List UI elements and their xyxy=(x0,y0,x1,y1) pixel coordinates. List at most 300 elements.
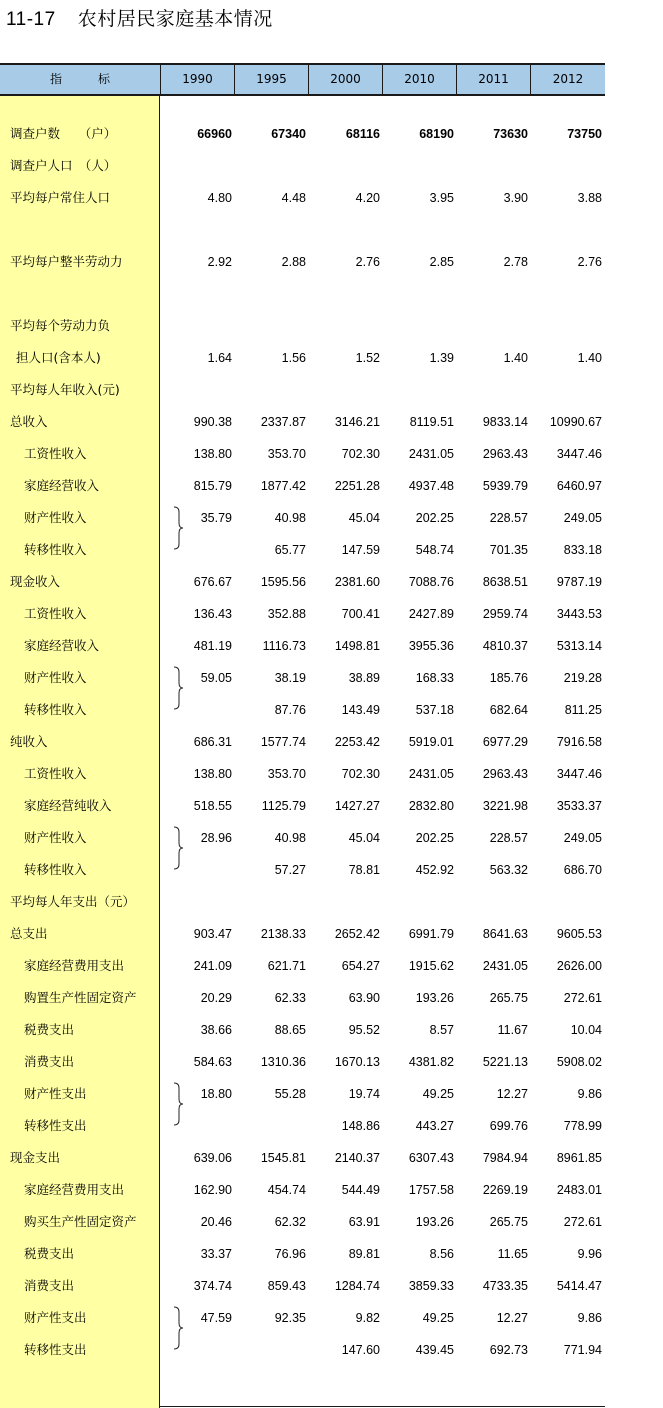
row-value-2011 xyxy=(454,316,528,336)
row-value-1995: 1.56 xyxy=(281,351,306,365)
row-value-2010: 5919.01 xyxy=(408,735,454,749)
row-value-2010 xyxy=(380,380,454,400)
row-value-2011: 2963.43 xyxy=(482,447,528,461)
row-value-2011: 1.40 xyxy=(503,351,528,365)
row-value-1990: 4.80 xyxy=(207,191,232,205)
row-value-1995: 1310.36 xyxy=(260,1055,306,1069)
grouping-brace-icon xyxy=(172,826,184,870)
row-value-2012: 9787.19 xyxy=(556,575,602,589)
row-value-2000: 4.20 xyxy=(355,191,380,205)
table-row xyxy=(0,636,605,656)
row-value-1995: 4.48 xyxy=(281,191,306,205)
row-label: 平均每人年收入(元) xyxy=(10,382,120,397)
row-value-1995 xyxy=(232,380,306,400)
table-row xyxy=(0,892,605,912)
row-value-2011: 9833.14 xyxy=(482,415,528,429)
row-value-1990: 241.09 xyxy=(193,959,232,973)
row-value-2011 xyxy=(454,892,528,912)
row-value-1990: 138.80 xyxy=(193,767,232,781)
row-value-1990 xyxy=(158,380,232,400)
row-value-2011: 563.32 xyxy=(489,863,528,877)
row-value-2011: 5939.79 xyxy=(482,479,528,493)
row-value-1990: 584.63 xyxy=(193,1055,232,1069)
table-row xyxy=(0,540,605,560)
row-value-2012: 272.61 xyxy=(563,1215,602,1229)
row-value-2011: 2431.05 xyxy=(482,959,528,973)
row-value-2010 xyxy=(380,892,454,912)
table-bottom-rule xyxy=(160,1406,605,1407)
table-row xyxy=(0,1308,605,1328)
row-value-1995: 353.70 xyxy=(267,447,306,461)
table-row xyxy=(0,124,605,144)
row-value-1995 xyxy=(232,316,306,336)
table-row xyxy=(0,604,605,624)
header-year-2011: 2011 xyxy=(457,65,531,94)
row-label: 财产性收入 xyxy=(24,830,87,845)
row-value-2010: 49.25 xyxy=(422,1311,454,1325)
row-value-2010: 8.57 xyxy=(429,1023,454,1037)
row-value-2011: 4733.35 xyxy=(482,1279,528,1293)
row-value-1995: 352.88 xyxy=(267,607,306,621)
row-value-2010: 8.56 xyxy=(429,1247,454,1261)
row-value-2000: 78.81 xyxy=(348,863,380,877)
row-value-2011: 265.75 xyxy=(489,991,528,1005)
row-value-2012: 3447.46 xyxy=(556,447,602,461)
row-value-1990: 28.96 xyxy=(200,831,232,845)
row-value-2010 xyxy=(380,316,454,336)
row-value-1990: 47.59 xyxy=(200,1311,232,1325)
table-row xyxy=(0,796,605,816)
table-row xyxy=(0,732,605,752)
row-value-2012: 2483.01 xyxy=(556,1183,602,1197)
row-value-2000: 9.82 xyxy=(355,1311,380,1325)
row-value-2011: 701.35 xyxy=(489,543,528,557)
page-title xyxy=(6,6,273,33)
grouping-brace-icon xyxy=(172,666,184,710)
row-value-1995: 76.96 xyxy=(274,1247,306,1261)
row-value-2012: 8961.85 xyxy=(556,1151,602,1165)
table-row xyxy=(0,380,605,400)
row-value-1995: 1125.79 xyxy=(261,799,306,813)
row-label: 平均每个劳动力负 xyxy=(10,318,111,333)
row-value-2010: 2431.05 xyxy=(408,767,454,781)
row-value-2012: 9.86 xyxy=(577,1087,602,1101)
row-value-2000: 2140.37 xyxy=(334,1151,380,1165)
row-value-2010: 1.39 xyxy=(429,351,454,365)
row-label: 家庭经营收入 xyxy=(24,478,100,493)
row-value-2011: 185.76 xyxy=(489,671,528,685)
row-value-2012: 9.96 xyxy=(577,1247,602,1261)
row-value-2012: 272.61 xyxy=(563,991,602,1005)
row-value-1990: 481.19 xyxy=(193,639,232,653)
row-label: 担人口(含本人) xyxy=(16,350,101,365)
row-value-1995: 62.33 xyxy=(274,991,306,1005)
row-value-1990: 59.05 xyxy=(200,671,232,685)
row-value-1995: 87.76 xyxy=(274,703,306,717)
row-value-2010: 68190 xyxy=(419,127,454,141)
row-value-1990: 686.31 xyxy=(193,735,232,749)
row-value-2010: 6307.43 xyxy=(408,1151,454,1165)
table-row xyxy=(0,668,605,688)
row-value-1995: 353.70 xyxy=(267,767,306,781)
row-value-1995: 1116.73 xyxy=(262,639,306,653)
row-value-1990 xyxy=(158,860,232,880)
row-label: 总收入 xyxy=(10,414,48,429)
row-value-1995: 67340 xyxy=(271,127,306,141)
row-value-1990 xyxy=(158,700,232,720)
row-value-2000: 1427.27 xyxy=(334,799,380,813)
row-value-2012: 778.99 xyxy=(563,1119,602,1133)
row-value-1990: 18.80 xyxy=(200,1087,232,1101)
row-value-2011: 2269.19 xyxy=(482,1183,528,1197)
row-label: 调查户数 （户） xyxy=(10,126,117,141)
row-value-2010: 193.26 xyxy=(415,1215,454,1229)
row-value-2010: 3859.33 xyxy=(408,1279,454,1293)
table-row xyxy=(0,348,605,368)
row-value-1990: 35.79 xyxy=(200,511,232,525)
row-value-2012: 5414.47 xyxy=(556,1279,602,1293)
table-row xyxy=(0,572,605,592)
row-value-2012 xyxy=(528,892,602,912)
row-value-2012: 5313.14 xyxy=(556,639,602,653)
row-value-2010: 202.25 xyxy=(415,511,454,525)
row-value-1990 xyxy=(158,316,232,336)
row-value-2011: 3221.98 xyxy=(482,799,528,813)
row-value-2012: 3.88 xyxy=(577,191,602,205)
row-value-2010: 1915.62 xyxy=(408,959,454,973)
header-indicator: 指 标 xyxy=(0,65,161,94)
row-value-2012 xyxy=(528,316,602,336)
row-value-1990: 66960 xyxy=(197,127,232,141)
row-value-2012: 686.70 xyxy=(563,863,602,877)
row-value-1995 xyxy=(232,1116,306,1136)
row-value-1990 xyxy=(158,540,232,560)
row-value-1995: 55.28 xyxy=(274,1087,306,1101)
row-label: 平均每人年支出（元） xyxy=(10,894,136,909)
header-year-2010: 2010 xyxy=(383,65,457,94)
table-row xyxy=(0,444,605,464)
row-value-2012 xyxy=(528,156,602,176)
table-row xyxy=(0,188,605,208)
row-label: 工资性收入 xyxy=(24,606,87,621)
row-label: 转移性收入 xyxy=(24,542,87,557)
row-value-1990: 676.67 xyxy=(193,575,232,589)
row-label: 财产性收入 xyxy=(24,670,87,685)
row-value-1995: 57.27 xyxy=(274,863,306,877)
row-value-1990: 20.29 xyxy=(200,991,232,1005)
row-value-2000: 45.04 xyxy=(348,831,380,845)
row-value-2000: 1670.13 xyxy=(334,1055,380,1069)
row-value-2000: 544.49 xyxy=(341,1183,380,1197)
row-value-2012: 2.76 xyxy=(577,255,602,269)
row-value-1995: 2337.87 xyxy=(260,415,306,429)
table-row xyxy=(0,700,605,720)
row-value-2012: 9.86 xyxy=(577,1311,602,1325)
row-value-2012: 771.94 xyxy=(563,1343,602,1357)
data-table xyxy=(0,63,605,1408)
row-value-1990: 38.66 xyxy=(200,1023,232,1037)
header-year-2000: 2000 xyxy=(309,65,383,94)
row-value-2012: 249.05 xyxy=(563,511,602,525)
row-value-2010: 2431.05 xyxy=(408,447,454,461)
row-value-2011 xyxy=(454,156,528,176)
row-value-1995: 40.98 xyxy=(274,511,306,525)
row-value-1990: 374.74 xyxy=(193,1279,232,1293)
row-value-2010: 3.95 xyxy=(429,191,454,205)
row-value-1995: 62.32 xyxy=(274,1215,306,1229)
row-value-1995: 38.19 xyxy=(274,671,306,685)
table-row xyxy=(0,1340,605,1360)
row-value-2011: 4810.37 xyxy=(482,639,528,653)
row-value-2000: 2381.60 xyxy=(334,575,380,589)
row-value-2011: 2963.43 xyxy=(482,767,528,781)
row-value-2011: 699.76 xyxy=(489,1119,528,1133)
row-value-2000: 63.91 xyxy=(348,1215,380,1229)
row-value-2000: 700.41 xyxy=(341,607,380,621)
row-value-1995: 1577.74 xyxy=(260,735,306,749)
row-value-2000: 95.52 xyxy=(348,1023,380,1037)
row-value-2010: 537.18 xyxy=(415,703,454,717)
table-number: 11-17 xyxy=(6,9,56,30)
table-row xyxy=(0,1116,605,1136)
row-value-2010: 2.85 xyxy=(429,255,454,269)
row-value-1995: 1545.81 xyxy=(260,1151,306,1165)
row-label: 工资性收入 xyxy=(24,766,87,781)
table-row xyxy=(0,924,605,944)
row-value-2011: 692.73 xyxy=(489,1343,528,1357)
row-value-2000: 2253.42 xyxy=(334,735,380,749)
row-value-1990: 2.92 xyxy=(207,255,232,269)
table-row xyxy=(0,1212,605,1232)
table-row xyxy=(0,828,605,848)
row-label: 转移性收入 xyxy=(24,702,87,717)
row-label: 转移性收入 xyxy=(24,862,87,877)
table-title: 农村居民家庭基本情况 xyxy=(77,8,273,30)
row-value-2000: 702.30 xyxy=(341,447,380,461)
row-value-2012: 10990.67 xyxy=(549,415,602,429)
header-year-1990: 1990 xyxy=(161,65,235,94)
row-value-2000: 148.86 xyxy=(341,1119,380,1133)
row-value-2010: 2832.80 xyxy=(408,799,454,813)
table-row xyxy=(0,156,605,176)
row-value-2011: 228.57 xyxy=(489,511,528,525)
row-value-2010: 1757.58 xyxy=(408,1183,454,1197)
row-value-2012: 2626.00 xyxy=(556,959,602,973)
table-row xyxy=(0,956,605,976)
row-value-2012: 5908.02 xyxy=(556,1055,602,1069)
row-label: 平均每户整半劳动力 xyxy=(10,254,123,269)
row-value-2012 xyxy=(528,380,602,400)
row-value-2012: 3447.46 xyxy=(556,767,602,781)
row-value-2011: 11.67 xyxy=(497,1023,528,1037)
row-value-1990: 33.37 xyxy=(200,1247,232,1261)
row-label: 家庭经营费用支出 xyxy=(24,958,125,973)
row-value-1995 xyxy=(232,892,306,912)
row-value-1995: 2.88 xyxy=(281,255,306,269)
table-row xyxy=(0,764,605,784)
row-value-1995: 454.74 xyxy=(267,1183,306,1197)
row-value-2000: 2652.42 xyxy=(334,927,380,941)
row-value-2000: 89.81 xyxy=(348,1247,380,1261)
row-label: 现金收入 xyxy=(10,574,61,589)
row-value-2010: 443.27 xyxy=(415,1119,454,1133)
row-label: 纯收入 xyxy=(10,734,48,749)
row-value-2011: 11.65 xyxy=(497,1247,528,1261)
row-value-2010: 452.92 xyxy=(415,863,454,877)
row-label: 家庭经营收入 xyxy=(24,638,100,653)
row-value-2010: 49.25 xyxy=(422,1087,454,1101)
row-value-1990: 903.47 xyxy=(193,927,232,941)
row-value-2010: 2427.89 xyxy=(408,607,454,621)
row-value-2010: 202.25 xyxy=(415,831,454,845)
row-label: 调查户人口 （人） xyxy=(10,158,117,173)
row-value-1990: 518.55 xyxy=(193,799,232,813)
header-year-2012: 2012 xyxy=(552,72,584,86)
row-value-1990 xyxy=(158,1116,232,1136)
row-value-2000: 38.89 xyxy=(348,671,380,685)
row-value-2000: 2251.28 xyxy=(334,479,380,493)
row-value-2010: 3955.36 xyxy=(408,639,454,653)
row-value-2000 xyxy=(306,316,380,336)
row-value-2011: 12.27 xyxy=(496,1311,528,1325)
row-value-2012: 6460.97 xyxy=(556,479,602,493)
row-value-1990 xyxy=(158,156,232,176)
row-value-2011: 6977.29 xyxy=(482,735,528,749)
grouping-brace-icon xyxy=(172,1082,184,1126)
row-value-2012: 3533.37 xyxy=(556,799,602,813)
row-value-2000: 45.04 xyxy=(348,511,380,525)
row-value-2011: 8638.51 xyxy=(482,575,528,589)
row-value-2000: 68116 xyxy=(345,127,380,141)
row-value-1995: 65.77 xyxy=(274,543,306,557)
row-value-1990: 990.38 xyxy=(193,415,232,429)
row-value-2000: 2.76 xyxy=(355,255,380,269)
table-row xyxy=(0,508,605,528)
row-label: 税费支出 xyxy=(24,1246,75,1261)
row-value-2000: 1.52 xyxy=(355,351,380,365)
row-value-2010: 439.45 xyxy=(415,1343,454,1357)
row-value-1990: 639.06 xyxy=(193,1151,232,1165)
row-value-2012: 9605.53 xyxy=(556,927,602,941)
row-value-2000: 147.59 xyxy=(341,543,380,557)
row-value-2010: 8119.51 xyxy=(409,415,454,429)
row-value-1995 xyxy=(232,156,306,176)
row-value-1990: 20.46 xyxy=(200,1215,232,1229)
row-label: 税费支出 xyxy=(24,1022,75,1037)
table-row xyxy=(0,1020,605,1040)
row-value-2012: 7916.58 xyxy=(556,735,602,749)
row-value-2012: 219.28 xyxy=(563,671,602,685)
row-label: 家庭经营费用支出 xyxy=(24,1182,125,1197)
row-label: 家庭经营纯收入 xyxy=(24,798,112,813)
row-value-1990: 138.80 xyxy=(193,447,232,461)
table-row xyxy=(0,1244,605,1264)
row-label: 工资性收入 xyxy=(24,446,87,461)
table-row xyxy=(0,1052,605,1072)
row-value-2011: 5221.13 xyxy=(482,1055,528,1069)
row-label: 转移性支出 xyxy=(24,1342,87,1357)
row-value-2000: 143.49 xyxy=(341,703,380,717)
row-value-2011: 228.57 xyxy=(489,831,528,845)
row-label: 转移性支出 xyxy=(24,1118,87,1133)
row-value-1990: 815.79 xyxy=(193,479,232,493)
table-row xyxy=(0,860,605,880)
row-label: 财产性收入 xyxy=(24,510,87,525)
row-value-1990: 136.43 xyxy=(193,607,232,621)
row-value-2010: 4937.48 xyxy=(408,479,454,493)
table-row xyxy=(0,252,605,272)
row-value-2000: 1498.81 xyxy=(334,639,380,653)
row-value-2010: 548.74 xyxy=(415,543,454,557)
row-value-2011: 2959.74 xyxy=(482,607,528,621)
row-value-2011 xyxy=(454,380,528,400)
row-label: 消费支出 xyxy=(24,1054,75,1069)
row-value-2011: 12.27 xyxy=(496,1087,528,1101)
row-value-2000 xyxy=(306,380,380,400)
table-row xyxy=(0,1148,605,1168)
table-row xyxy=(0,988,605,1008)
row-value-2000: 3146.21 xyxy=(334,415,380,429)
row-value-2010: 193.26 xyxy=(415,991,454,1005)
table-row xyxy=(0,1084,605,1104)
row-value-2011: 7984.94 xyxy=(482,1151,528,1165)
row-value-1990 xyxy=(158,892,232,912)
row-value-2000: 654.27 xyxy=(341,959,380,973)
grouping-brace-icon xyxy=(172,506,184,550)
row-value-2000 xyxy=(306,156,380,176)
row-value-2012: 833.18 xyxy=(563,543,602,557)
row-value-2011: 265.75 xyxy=(489,1215,528,1229)
row-value-1990: 1.64 xyxy=(207,351,232,365)
row-value-1995: 2138.33 xyxy=(260,927,306,941)
row-value-2011: 3.90 xyxy=(503,191,528,205)
row-value-1995: 1877.42 xyxy=(260,479,306,493)
row-value-2000: 147.60 xyxy=(341,1343,380,1357)
row-value-1995: 1595.56 xyxy=(260,575,306,589)
row-value-1995: 40.98 xyxy=(274,831,306,845)
row-value-2012: 249.05 xyxy=(563,831,602,845)
row-value-1990 xyxy=(158,1340,232,1360)
table-row xyxy=(0,316,605,336)
row-label: 现金支出 xyxy=(10,1150,61,1165)
row-label: 购置生产性固定资产 xyxy=(24,990,137,1005)
row-value-2012: 73750 xyxy=(567,127,602,141)
row-value-1995: 88.65 xyxy=(274,1023,306,1037)
row-value-2010 xyxy=(380,156,454,176)
table-row xyxy=(0,476,605,496)
row-value-2000: 702.30 xyxy=(341,767,380,781)
header-year-1995: 1995 xyxy=(235,65,309,94)
row-value-1990: 162.90 xyxy=(193,1183,232,1197)
row-value-1995: 92.35 xyxy=(274,1311,306,1325)
row-value-2010: 6991.79 xyxy=(408,927,454,941)
row-value-2010: 7088.76 xyxy=(408,575,454,589)
row-label: 消费支出 xyxy=(24,1278,75,1293)
row-value-2000: 19.74 xyxy=(348,1087,380,1101)
row-value-1995 xyxy=(232,1340,306,1360)
grouping-brace-icon xyxy=(172,1306,184,1350)
row-label: 财产性支出 xyxy=(24,1310,87,1325)
row-value-2012: 10.04 xyxy=(570,1023,602,1037)
row-label: 财产性支出 xyxy=(24,1086,87,1101)
row-value-1995: 859.43 xyxy=(267,1279,306,1293)
row-value-2012: 3443.53 xyxy=(556,607,602,621)
table-header xyxy=(0,63,605,96)
table-row xyxy=(0,1180,605,1200)
row-label: 总支出 xyxy=(10,926,48,941)
row-value-2011: 682.64 xyxy=(489,703,528,717)
row-value-2011: 8641.63 xyxy=(482,927,528,941)
